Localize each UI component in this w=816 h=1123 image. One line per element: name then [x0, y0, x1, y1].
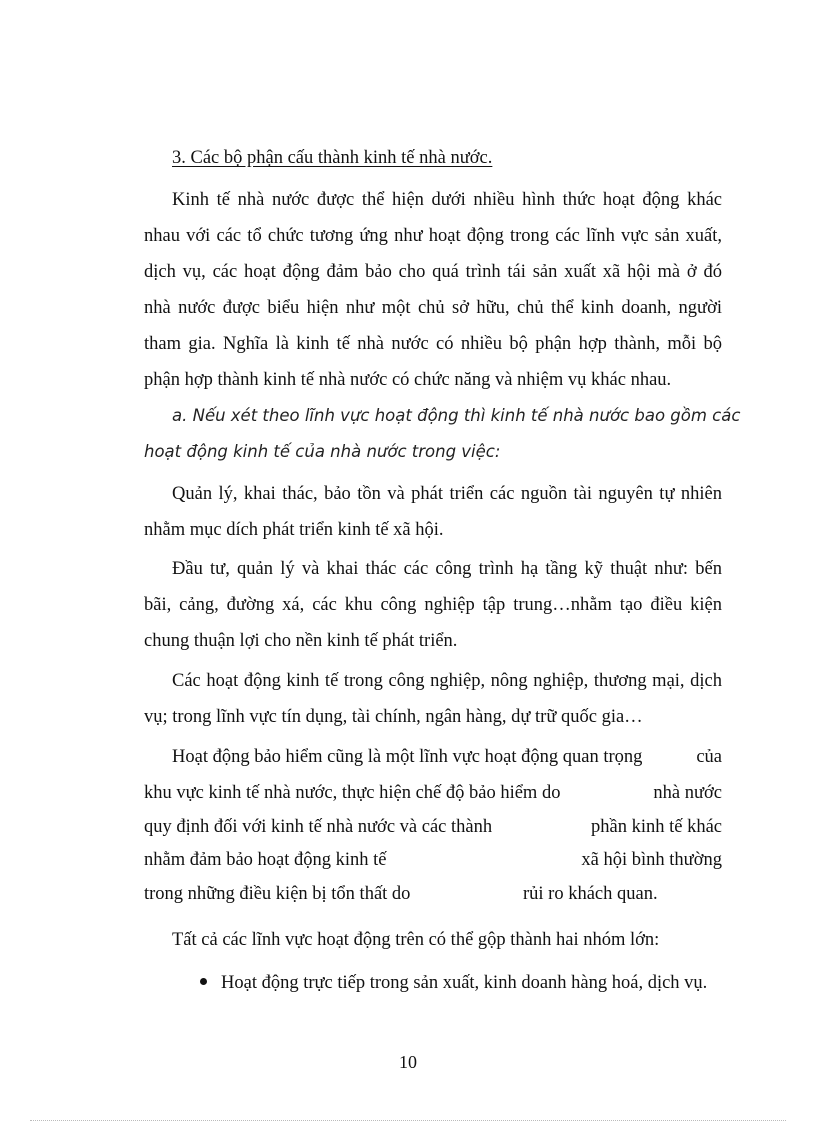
text-line: chung thuận lợi cho nền kinh tế phát triển. [144, 631, 458, 651]
text-line: Quản lý, khai thác, bảo tồn và phát triển các nguồn tài nguyên tự nhiên [172, 484, 722, 504]
paragraph-sector-heading [144, 398, 741, 470]
bullet-text: Hoạt động trực tiếp trong sản xuất, kinh doanh hàng hoá, dịch vụ. [221, 973, 708, 993]
text-line: a. Nếu xét theo lĩnh vực hoạt động thì kinh tế nhà nước bao gồm các [172, 406, 741, 425]
text-line: trong những điều kiện bị tổn thất do rủi ro khách quan. [144, 884, 658, 904]
text-line: nhằm đảm bảo hoạt động kinh tế xã hội bình thường [144, 850, 722, 870]
paragraph-infrastructure [144, 551, 722, 659]
page-number: 10 [399, 1052, 417, 1072]
text-line: dịch vụ, các hoạt động đảm bảo cho quá trình tái sản xuất xã hội mà ở đó [144, 262, 722, 282]
section-heading: 3. Các bộ phận cấu thành kinh tế nhà nước. [172, 148, 493, 168]
paragraph-groups-intro: Tất cả các lĩnh vực hoạt động trên có thể gộp thành hai nhóm lớn: [172, 930, 660, 950]
paragraph-intro [144, 182, 722, 398]
text-line: vụ; trong lĩnh vực tín dụng, tài chính, ngân hàng, dự trữ quốc gia… [144, 707, 643, 727]
text-line: Các hoạt động kinh tế trong công nghiệp, nông nghiệp, thương mại, dịch [172, 671, 722, 691]
text-line: phận hợp thành kinh tế nhà nước có chức năng và nhiệm vụ khác nhau. [144, 370, 672, 390]
text-line: nhau với các tổ chức tương ứng như hoạt động trong các lĩnh vực sản xuất, [144, 226, 722, 246]
text-line: tham gia. Nghĩa là kinh tế nhà nước có nhiều bộ phận hợp thành, mỗi bộ [144, 334, 722, 354]
text-line: nhằm mục dích phát triển kinh tế xã hội. [144, 520, 444, 540]
text-line: hoạt động kinh tế của nhà nước trong việc: [144, 442, 501, 461]
text-line: bãi, cảng, đường xá, các khu công nghiệp tập trung…nhằm tạo điều kiện [144, 595, 722, 615]
paragraph-economic-activities [144, 663, 722, 735]
page-bottom-divider [30, 1120, 786, 1121]
paragraph-resources [144, 476, 722, 548]
text-line: Kinh tế nhà nước được thể hiện dưới nhiều hình thức hoạt động khác [172, 190, 722, 210]
text-line: Hoạt động bảo hiểm cũng là một lĩnh vực hoạt động quan trọng của [172, 747, 722, 767]
bullet-icon [200, 978, 207, 985]
text-line: Đầu tư, quản lý và khai thác các công trình hạ tầng kỹ thuật như: bến [172, 559, 722, 579]
text-line: quy định đối với kinh tế nhà nước và các thành phần kinh tế khác [144, 817, 722, 837]
bullet-list-item [200, 965, 707, 1001]
text-line: nhà nước được biểu hiện như một chủ sở hữu, chủ thể kinh doanh, người [144, 298, 722, 318]
text-line: khu vực kinh tế nhà nước, thực hiện chế độ bảo hiểm do nhà nước [144, 783, 722, 803]
